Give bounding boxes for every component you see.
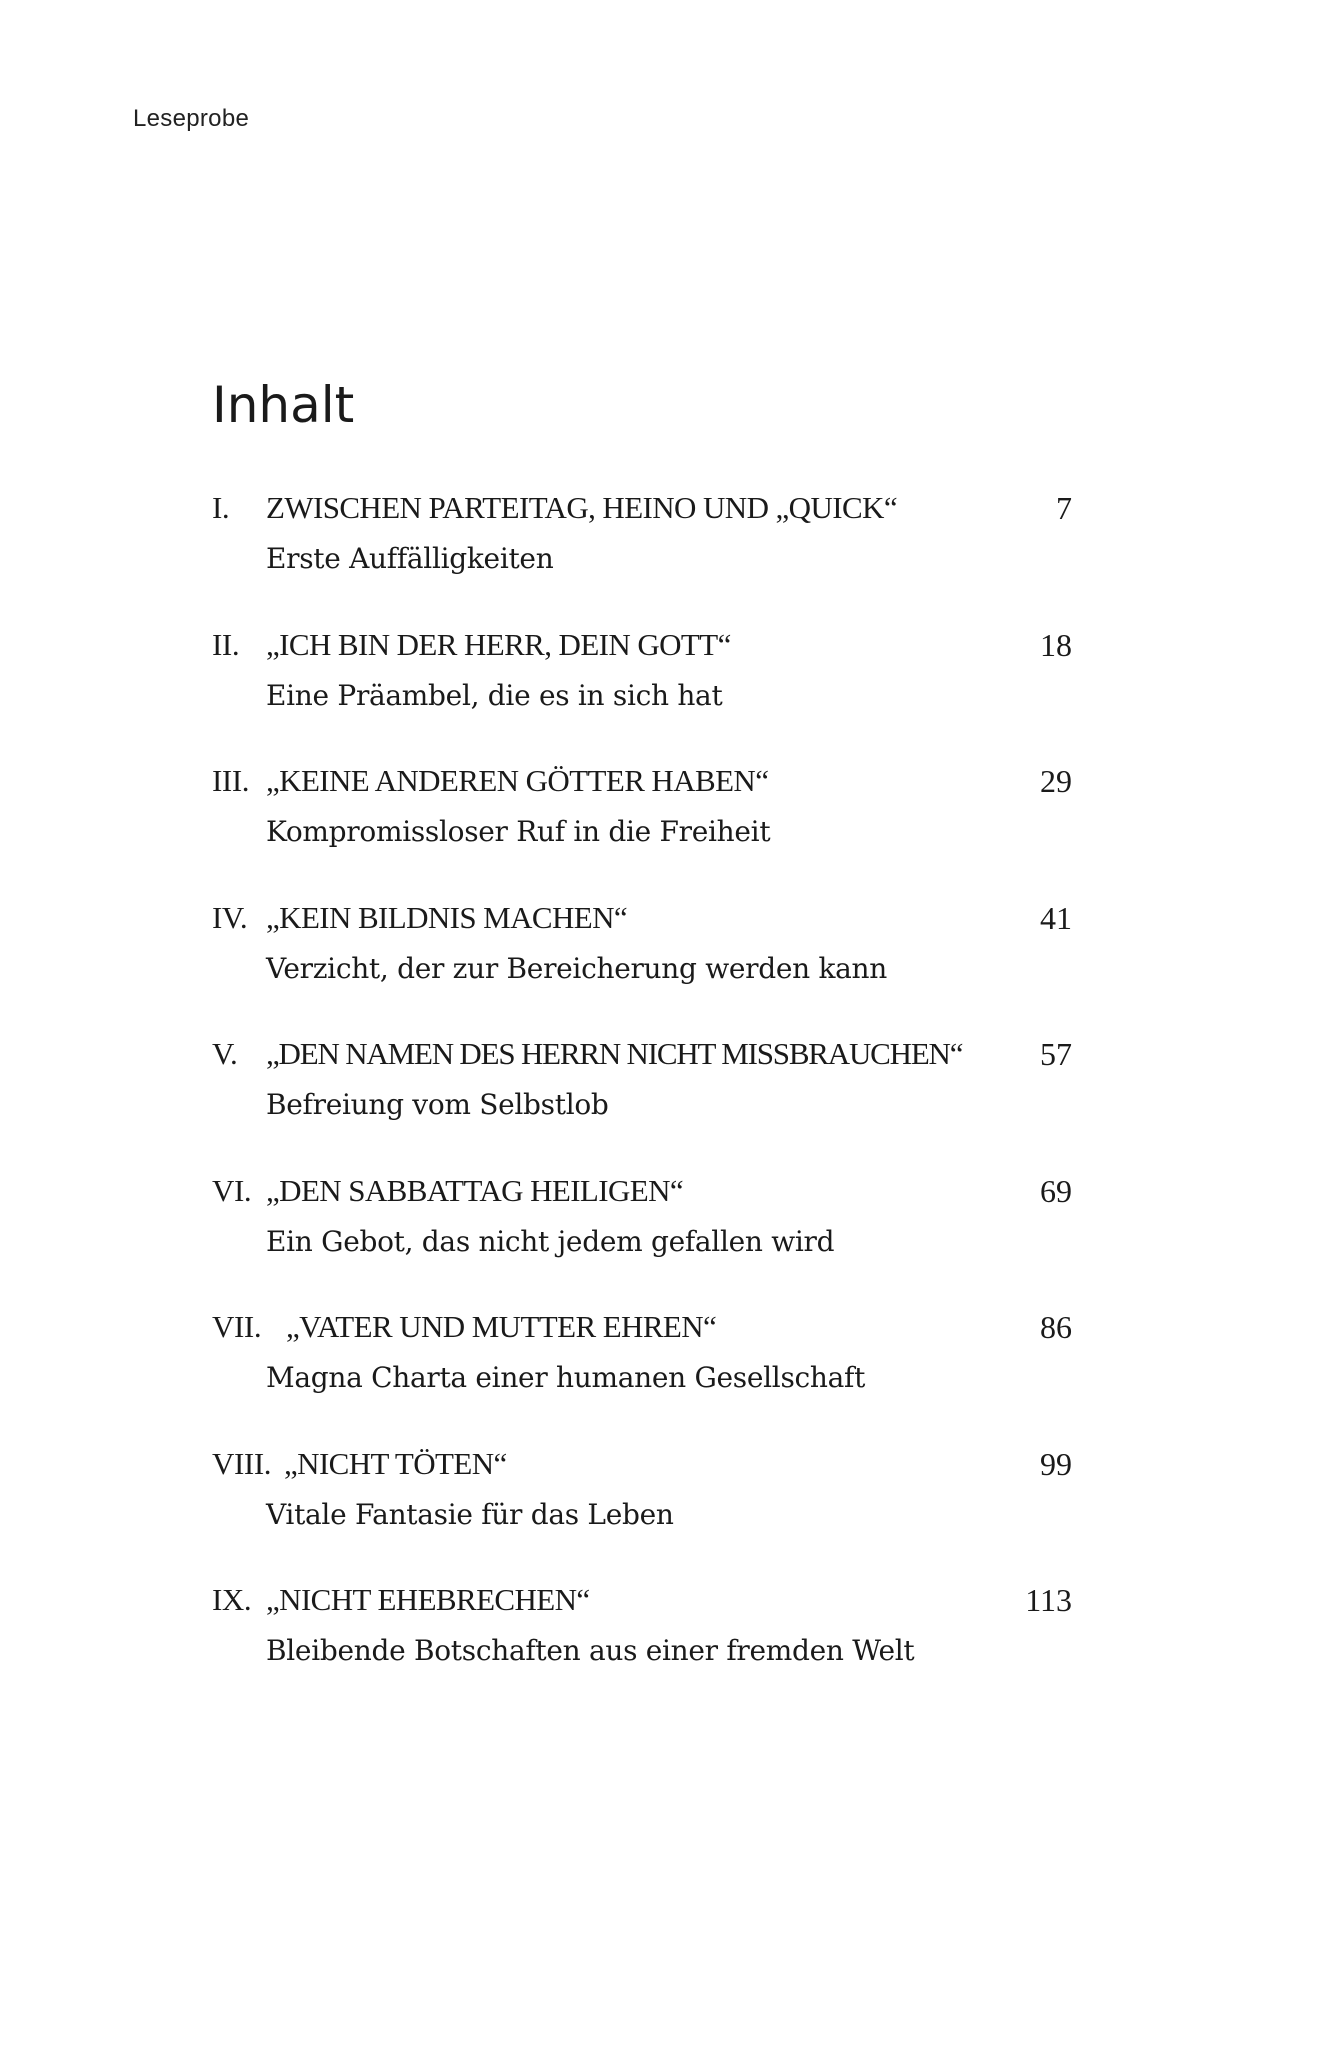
chapter-page-number: 69 [1040,1172,1072,1209]
chapter-heading: „KEINE ANDEREN GÖTTER HABEN“ [266,763,769,798]
chapter-page-number: 57 [1040,1036,1072,1072]
chapter-heading: „DEN SABBATTAG HEILIGEN“ [266,1172,684,1208]
chapter-numeral: VII. [212,1309,262,1344]
toc-entry[interactable] [212,1582,1072,1719]
toc-entry[interactable] [212,1309,1072,1446]
chapter-heading: „VATER UND MUTTER EHREN“ [286,1309,717,1344]
chapter-numeral: IX. [212,1582,252,1617]
chapter-numeral: II. [212,626,240,662]
chapter-heading: „NICHT TÖTEN“ [284,1445,507,1481]
chapter-page-number: 29 [1040,763,1072,799]
chapter-numeral: III. [212,763,250,798]
toc-entry[interactable] [212,490,1072,627]
chapter-subtitle: Eine Präambel, die es in sich hat [266,678,723,712]
toc-entry[interactable] [212,763,1072,900]
chapter-numeral: I. [212,490,230,525]
chapter-subtitle: Verzicht, der zur Bereicherung werden kann [266,951,888,985]
chapter-page-number: 7 [1056,490,1072,526]
toc-entry[interactable] [212,1446,1072,1583]
table-of-contents [212,490,1072,1719]
chapter-numeral: IV. [212,899,248,935]
chapter-heading: „ICH BIN DER HERR, DEIN GOTT“ [266,626,731,662]
chapter-page-number: 99 [1040,1445,1072,1482]
chapter-subtitle: Bleibende Botschaften aus einer fremden Welt [266,1634,915,1667]
chapter-page-number: 86 [1040,1309,1072,1345]
toc-title: Inhalt [212,376,355,434]
chapter-subtitle: Kompromissloser Ruf in die Freiheit [266,815,771,848]
chapter-subtitle: Ein Gebot, das nicht jedem gefallen wird [266,1224,835,1258]
toc-entry[interactable] [212,1173,1072,1310]
chapter-page-number: 18 [1040,626,1072,663]
chapter-heading: „KEIN BILDNIS MACHEN“ [266,899,628,935]
chapter-subtitle: Befreiung vom Selbstlob [266,1088,609,1121]
chapter-heading: ZWISCHEN PARTEITAG, HEINO UND „QUICK“ [266,490,897,525]
chapter-heading: „NICHT EHEBRECHEN“ [266,1582,590,1617]
chapter-numeral: VI. [212,1172,252,1208]
chapter-subtitle: Vitale Fantasie für das Leben [266,1497,674,1531]
page-header-label: Leseprobe [133,105,250,132]
chapter-numeral: VIII. [212,1445,272,1481]
chapter-page-number: 113 [1025,1582,1072,1618]
chapter-heading: „DEN NAMEN DES HERRN NICHT MISSBRAUCHEN“ [266,1036,963,1071]
toc-entry[interactable] [212,900,1072,1037]
chapter-page-number: 41 [1040,899,1072,936]
toc-entry[interactable] [212,627,1072,764]
chapter-numeral: V. [212,1036,238,1071]
toc-entry[interactable] [212,1036,1072,1173]
chapter-subtitle: Erste Auffälligkeiten [266,542,554,575]
chapter-subtitle: Magna Charta einer humanen Gesellschaft [266,1361,866,1394]
